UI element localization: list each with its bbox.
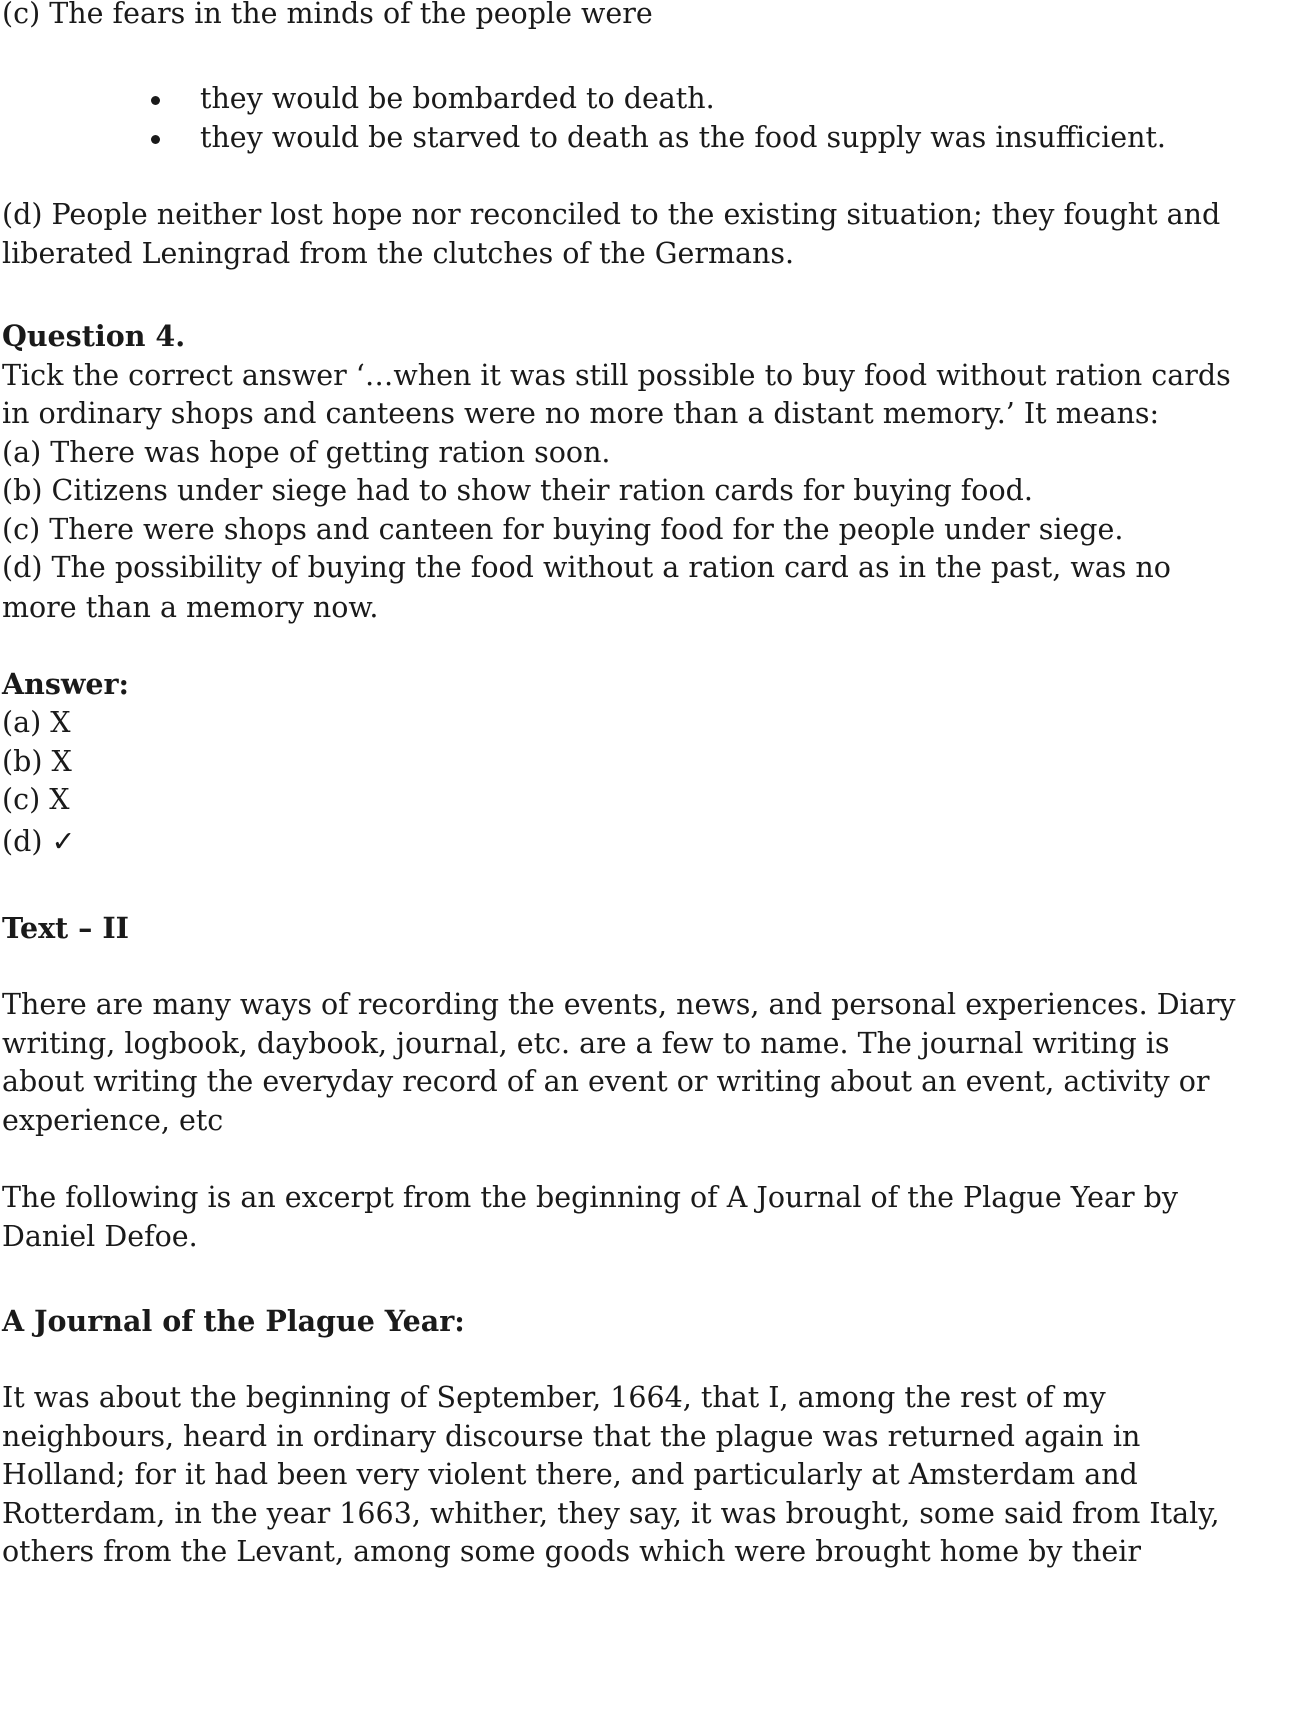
section-heading: Text – II bbox=[2, 911, 129, 945]
answer-heading: Answer: bbox=[2, 667, 130, 701]
paragraph-line: Daniel Defoe. bbox=[2, 1220, 198, 1253]
option-d: more than a memory now. bbox=[2, 591, 379, 624]
answer-a: (a) X bbox=[2, 706, 71, 739]
paragraph-line: experience, etc bbox=[2, 1104, 224, 1137]
journal-line: It was about the beginning of September, 1664, that I, among the rest of my bbox=[2, 1381, 1106, 1414]
option-c: (c) There were shops and canteen for buying food for the people under siege. bbox=[2, 513, 1124, 546]
paragraph-line: about writing the everyday record of an event or writing about an event, activity or bbox=[2, 1065, 1210, 1098]
paragraph-line: The following is an excerpt from the beginning of A Journal of the Plague Year by bbox=[2, 1181, 1179, 1214]
part-d-line: (d) People neither lost hope nor reconciled to the existing situation; they fought and bbox=[2, 198, 1221, 231]
journal-line: Rotterdam, in the year 1663, whither, they say, it was brought, some said from Italy, bbox=[2, 1497, 1220, 1530]
bullet-dot-icon bbox=[151, 96, 160, 105]
option-b: (b) Citizens under siege had to show their ration cards for buying food. bbox=[2, 474, 1033, 507]
part-d-line: liberated Leningrad from the clutches of the Germans. bbox=[2, 237, 795, 270]
answer-c: (c) X bbox=[2, 783, 70, 816]
bullet-dot-icon bbox=[151, 135, 160, 144]
answer-d: (d) ✓ bbox=[2, 825, 76, 858]
option-d: (d) The possibility of buying the food without a ration card as in the past, was no bbox=[2, 551, 1171, 584]
journal-heading: A Journal of the Plague Year: bbox=[2, 1304, 465, 1338]
paragraph-line: writing, logbook, daybook, journal, etc. are a few to name. The journal writing is bbox=[2, 1027, 1170, 1060]
journal-line: Holland; for it had been very violent there, and particularly at Amsterdam and bbox=[2, 1458, 1138, 1491]
option-a: (a) There was hope of getting ration soon. bbox=[2, 436, 611, 469]
part-c-intro: (c) The fears in the minds of the people were bbox=[2, 0, 653, 30]
question-prompt: in ordinary shops and canteens were no more than a distant memory.’ It means: bbox=[2, 397, 1160, 430]
question-prompt: Tick the correct answer ‘…when it was still possible to buy food without ration cards bbox=[2, 359, 1231, 392]
paragraph-line: There are many ways of recording the events, news, and personal experiences. Diary bbox=[2, 988, 1236, 1021]
question-heading: Question 4. bbox=[2, 319, 186, 353]
bullet-text: they would be starved to death as the food supply was insufficient. bbox=[200, 121, 1166, 154]
bullet-text: they would be bombarded to death. bbox=[200, 82, 715, 115]
journal-line: others from the Levant, among some goods which were brought home by their bbox=[2, 1535, 1141, 1568]
journal-line: neighbours, heard in ordinary discourse that the plague was returned again in bbox=[2, 1420, 1141, 1453]
answer-b: (b) X bbox=[2, 745, 72, 778]
